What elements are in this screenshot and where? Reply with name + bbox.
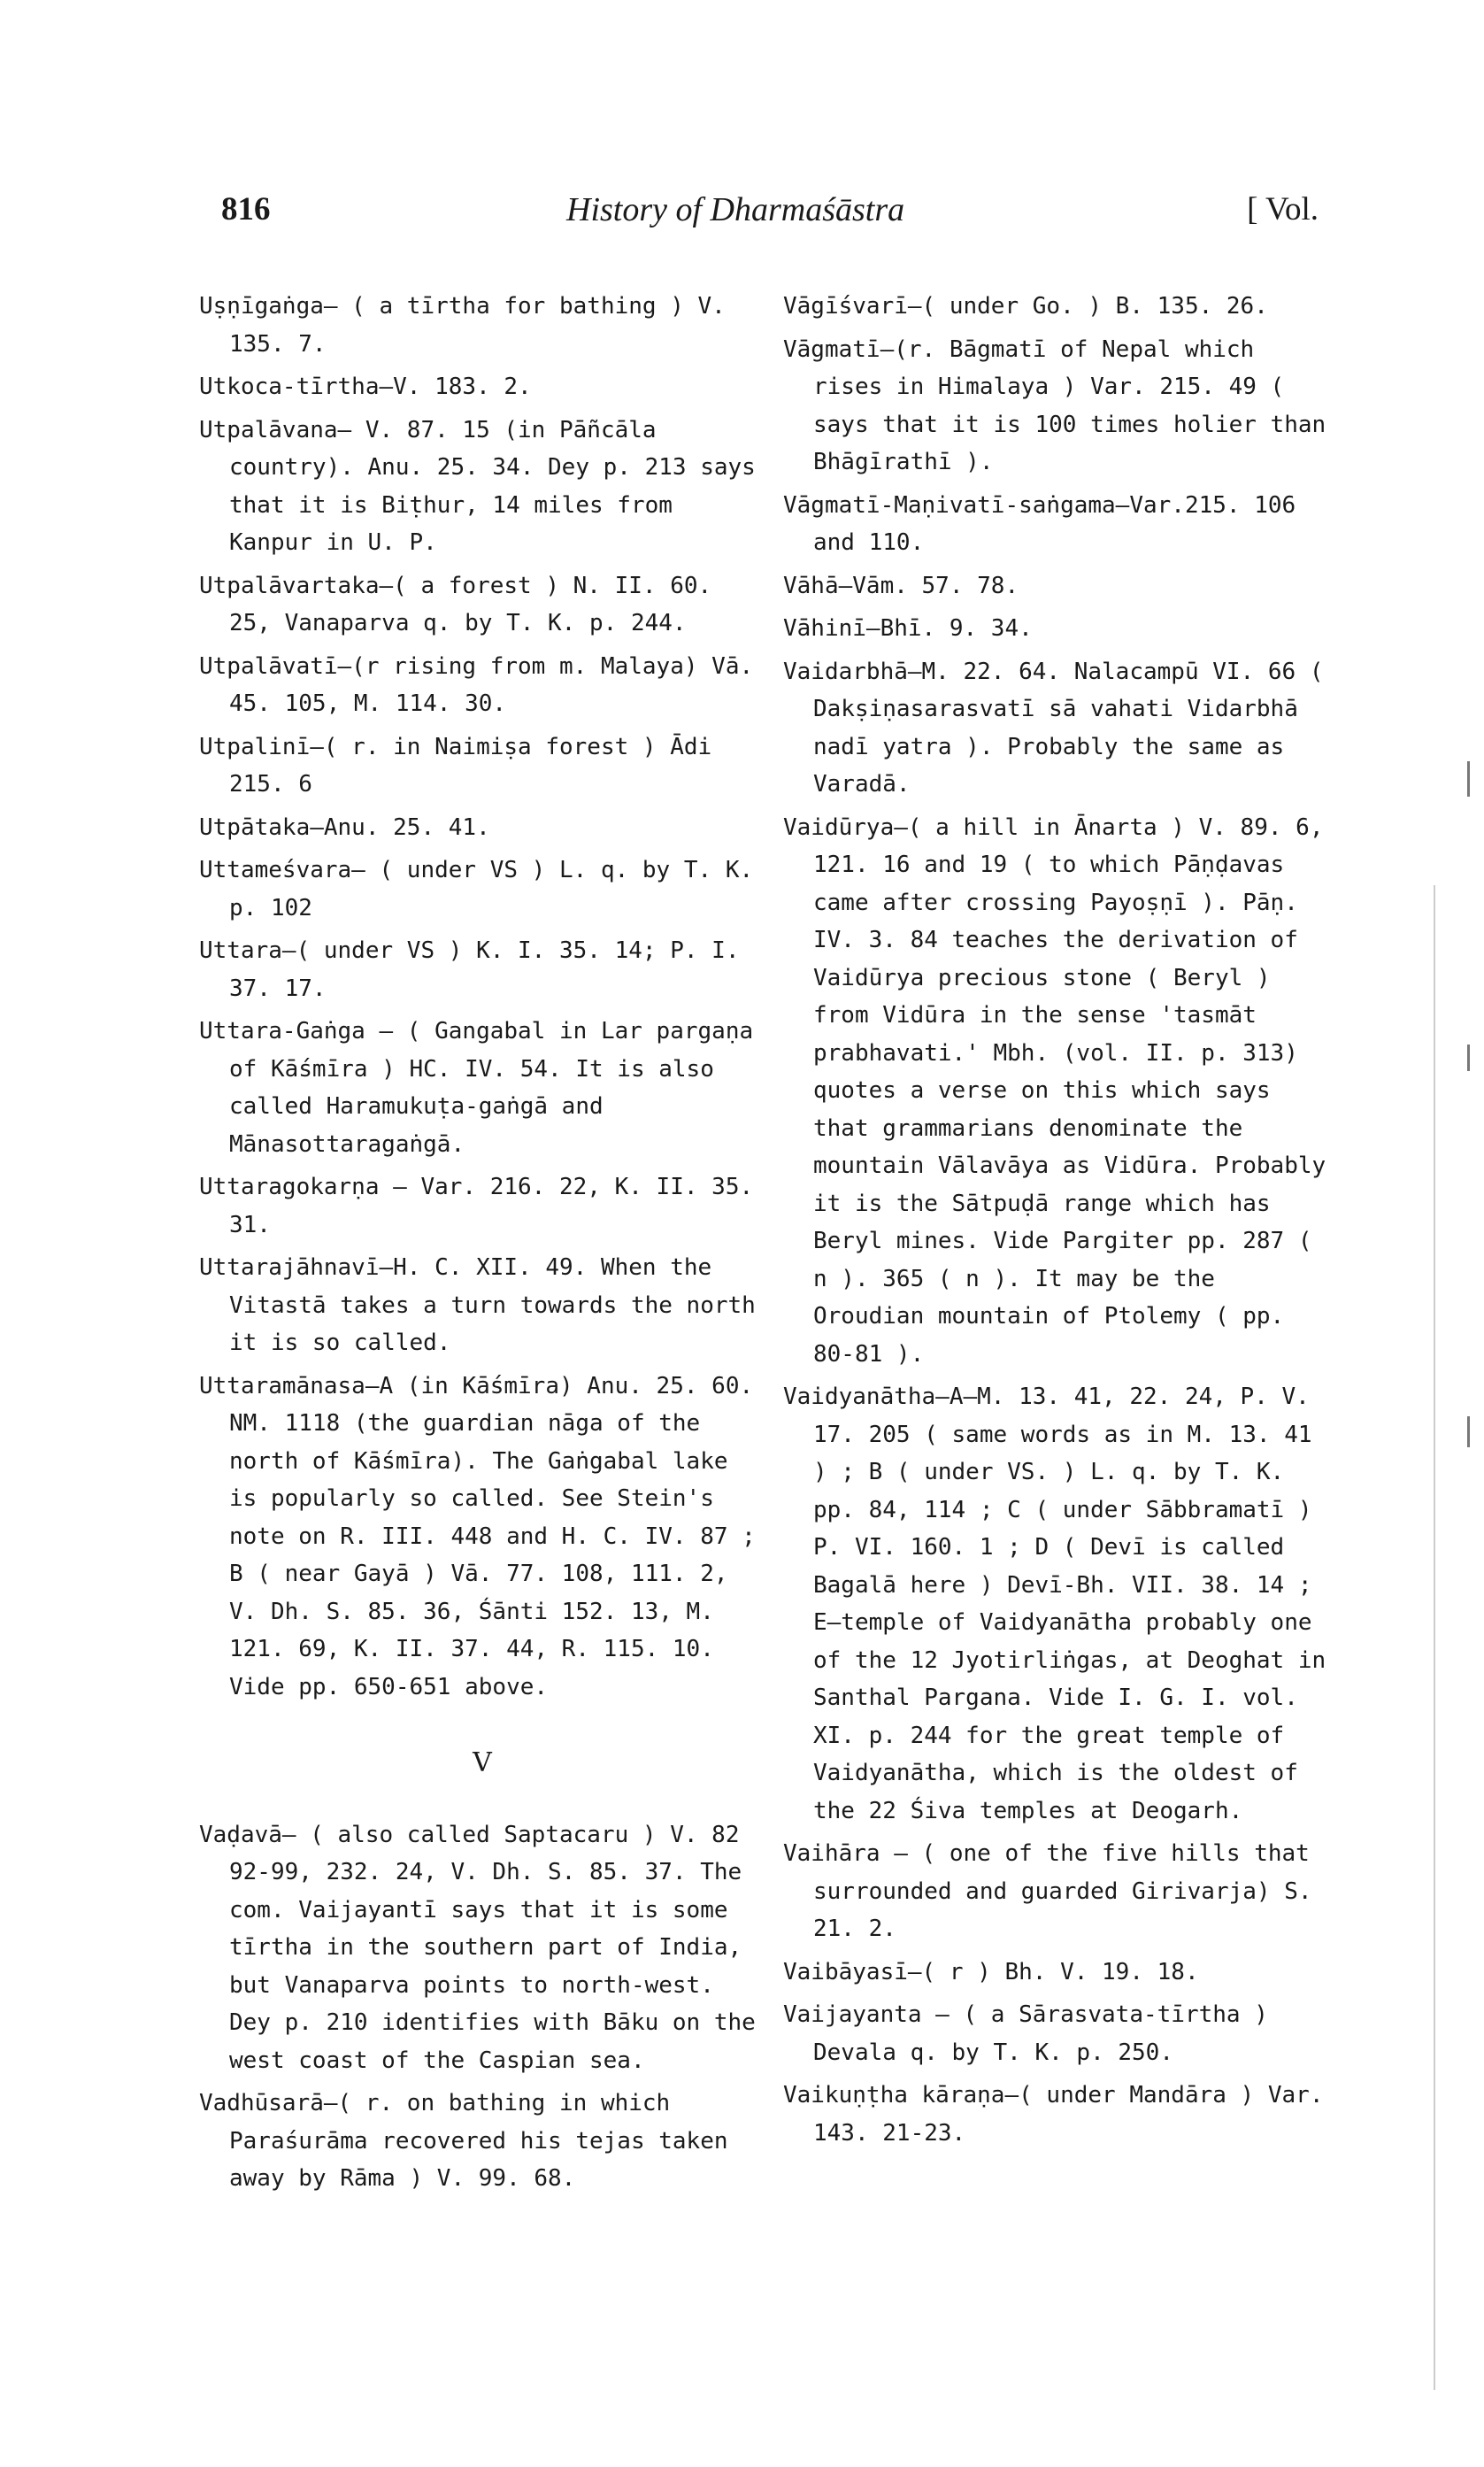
volume-label: [ Vol. <box>1247 191 1319 227</box>
glossary-entry: Vaihāra — ( one of the five hills that surrounded and guarded Girivarja) S. 21. 2. <box>783 1840 1312 1942</box>
page-number: 816 <box>221 191 271 227</box>
glossary-entry: Vāgmatī—(r. Bāgmatī of Nepal which rises in Himalaya ) Var. 215. 49 ( says that it is 100 times holier than Bhāgīrathī ). <box>783 335 1326 475</box>
glossary-entry: Uttara—( under VS ) K. I. 35. 14; P. I. 37. 17. <box>199 937 740 1002</box>
scan-edge-mark <box>1467 1416 1470 1447</box>
glossary-entry: Vaḍavā— ( also called Saptacaru ) V. 82 92-99, 232. 24, V. Dh. S. 85. 37. The com. Vaijayantī says that it is some tīrtha in the southern part of India, but Vanaparva points to north-west. Dey p. 210 identifies with Bāku on the west coast of the Caspian sea. <box>199 1821 756 2074</box>
glossary-entry: Vaijayanta — ( a Sārasvata-tīrtha ) Devala q. by T. K. p. 250. <box>783 2001 1268 2066</box>
glossary-entry: Vaidyanātha—A—M. 13. 41, 22. 24, P. V. 17. 205 ( same words as in M. 13. 41 ) ; B ( under VS. ) L. q. by T. K. pp. 84, 114 ; C ( under Sābbramatī ) P. VI. 160. 1 ; D ( Devī is called Bagalā here ) Devī-Bh. VII. 38. 14 ; E—temple of Vaidyanātha probably one of the 12 Jyotirliṅgas, at Deoghat in Santhal Pargana. Vide I. G. I. vol. XI. p. 244 for the great temple of Vaidyanātha, which is the oldest of the 22 Śiva temples at Deogarh. <box>783 1384 1326 1824</box>
glossary-entry: Vāhinī—Bhī. 9. 34. <box>783 615 1033 642</box>
scan-edge-mark <box>1467 1045 1470 1071</box>
glossary-entry: Uttaragokarṇa — Var. 216. 22, K. II. 35. 31. <box>199 1174 754 1238</box>
glossary-entry: Utpalāvatī—(r rising from m. Malaya) Vā. 45. 105, M. 114. 30. <box>199 652 754 717</box>
glossary-entry: Vaidūrya—( a hill in Ānarta ) V. 89. 6, 121. 16 and 19 ( to which Pāṇḍavas came after crossing Payoṣṇī ). Pāṇ. IV. 3. 84 teaches the derivation of Vaidūrya precious stone ( Beryl ) from Vidūra in the sense 'tasmāt prabhavati.' Mbh. (vol. II. p. 313) quotes a verse on this which says that grammarians denominate the mountain Vālavāya as Vidūra. Probably it is the Sātpuḍā range which has Beryl mines. Vide Pargiter pp. 287 ( n ). 365 ( n ). It may be the Oroudian mountain of Ptolemy ( pp. 80-81 ). <box>783 813 1326 1368</box>
glossary-entry: Utpalinī—( r. in Naimiṣa forest ) Ādi 215. 6 <box>199 733 712 798</box>
glossary-entry: Vadhūsarā—( r. on bathing in which Paraśurāma recovered his tejas taken away by Rāma ) V. 99. 68. <box>199 2090 728 2192</box>
scan-edge-line <box>1434 885 1435 2390</box>
right-column <box>783 288 1332 2157</box>
section-letter: V <box>473 1747 492 1778</box>
page-header <box>221 190 1319 243</box>
glossary-entry: Utkoca-tīrtha—V. 183. 2. <box>199 374 532 400</box>
glossary-entry: Vaikuṇṭha kāraṇa—( under Mandāra ) Var. 143. 21-23. <box>783 2082 1324 2147</box>
glossary-entry: Uttara-Gaṅga — ( Gangabal in Lar pargaṇa of Kāśmīra ) HC. IV. 54. It is also called Haramukuṭa-gaṅgā and Mānasottaragaṅgā. <box>199 1018 754 1158</box>
glossary-entry: Utpātaka—Anu. 25. 41. <box>199 813 490 841</box>
glossary-entry: Utpalāvartaka—( a forest ) N. II. 60. 25, Vanaparva q. by T. K. p. 244. <box>199 572 712 636</box>
glossary-entry: Vaidarbhā—M. 22. 64. Nalacampū VI. 66 ( Dakṣiṇasarasvatī sā vahati Vidarbhā nadī yatra ). Probably the same as Varadā. <box>783 658 1324 798</box>
left-column <box>199 288 765 2203</box>
glossary-entry: Vāhā—Vām. 57. 78. <box>783 572 1019 599</box>
glossary-entry: Vaibāyasī—( r ) Bh. V. 19. 18. <box>783 1958 1199 1985</box>
glossary-entry: Vāgmatī-Maṇivatī-saṅgama—Var.215. 106 and 110. <box>783 491 1296 556</box>
glossary-entry: Uṣṇīgaṅga— ( a tīrtha for bathing ) V. 135. 7. <box>199 293 726 358</box>
glossary-entry: Uttameśvara— ( under VS ) L. q. by T. K. p. 102 <box>199 857 754 921</box>
glossary-entry: Vāgīśvarī—( under Go. ) B. 135. 26. <box>783 293 1268 320</box>
running-title: History of Dharmaśāstra <box>566 191 905 228</box>
glossary-entry: Utpalāvana— V. 87. 15 (in Pāñcāla country). Anu. 25. 34. Dey p. 213 says that it is Biṭhur, 14 miles from Kanpur in U. P. <box>199 416 756 556</box>
scan-edge-mark <box>1467 761 1470 797</box>
glossary-entry: Uttaramānasa—A (in Kāśmīra) Anu. 25. 60. NM. 1118 (the guardian nāga of the north of Kāśmīra). The Gaṅgabal lake is popularly so called. See Stein's note on R. III. 448 and H. C. IV. 87 ; B ( near Gayā ) Vā. 77. 108, 111. 2, V. Dh. S. 85. 36, Śānti 152. 13, M. 121. 69, K. II. 37. 44, R. 115. 10. Vide pp. 650-651 above. <box>199 1372 756 1700</box>
glossary-entry: Uttarajāhnavī—H. C. XII. 49. When the Vitastā takes a turn towards the north it is so called. <box>199 1254 756 1356</box>
